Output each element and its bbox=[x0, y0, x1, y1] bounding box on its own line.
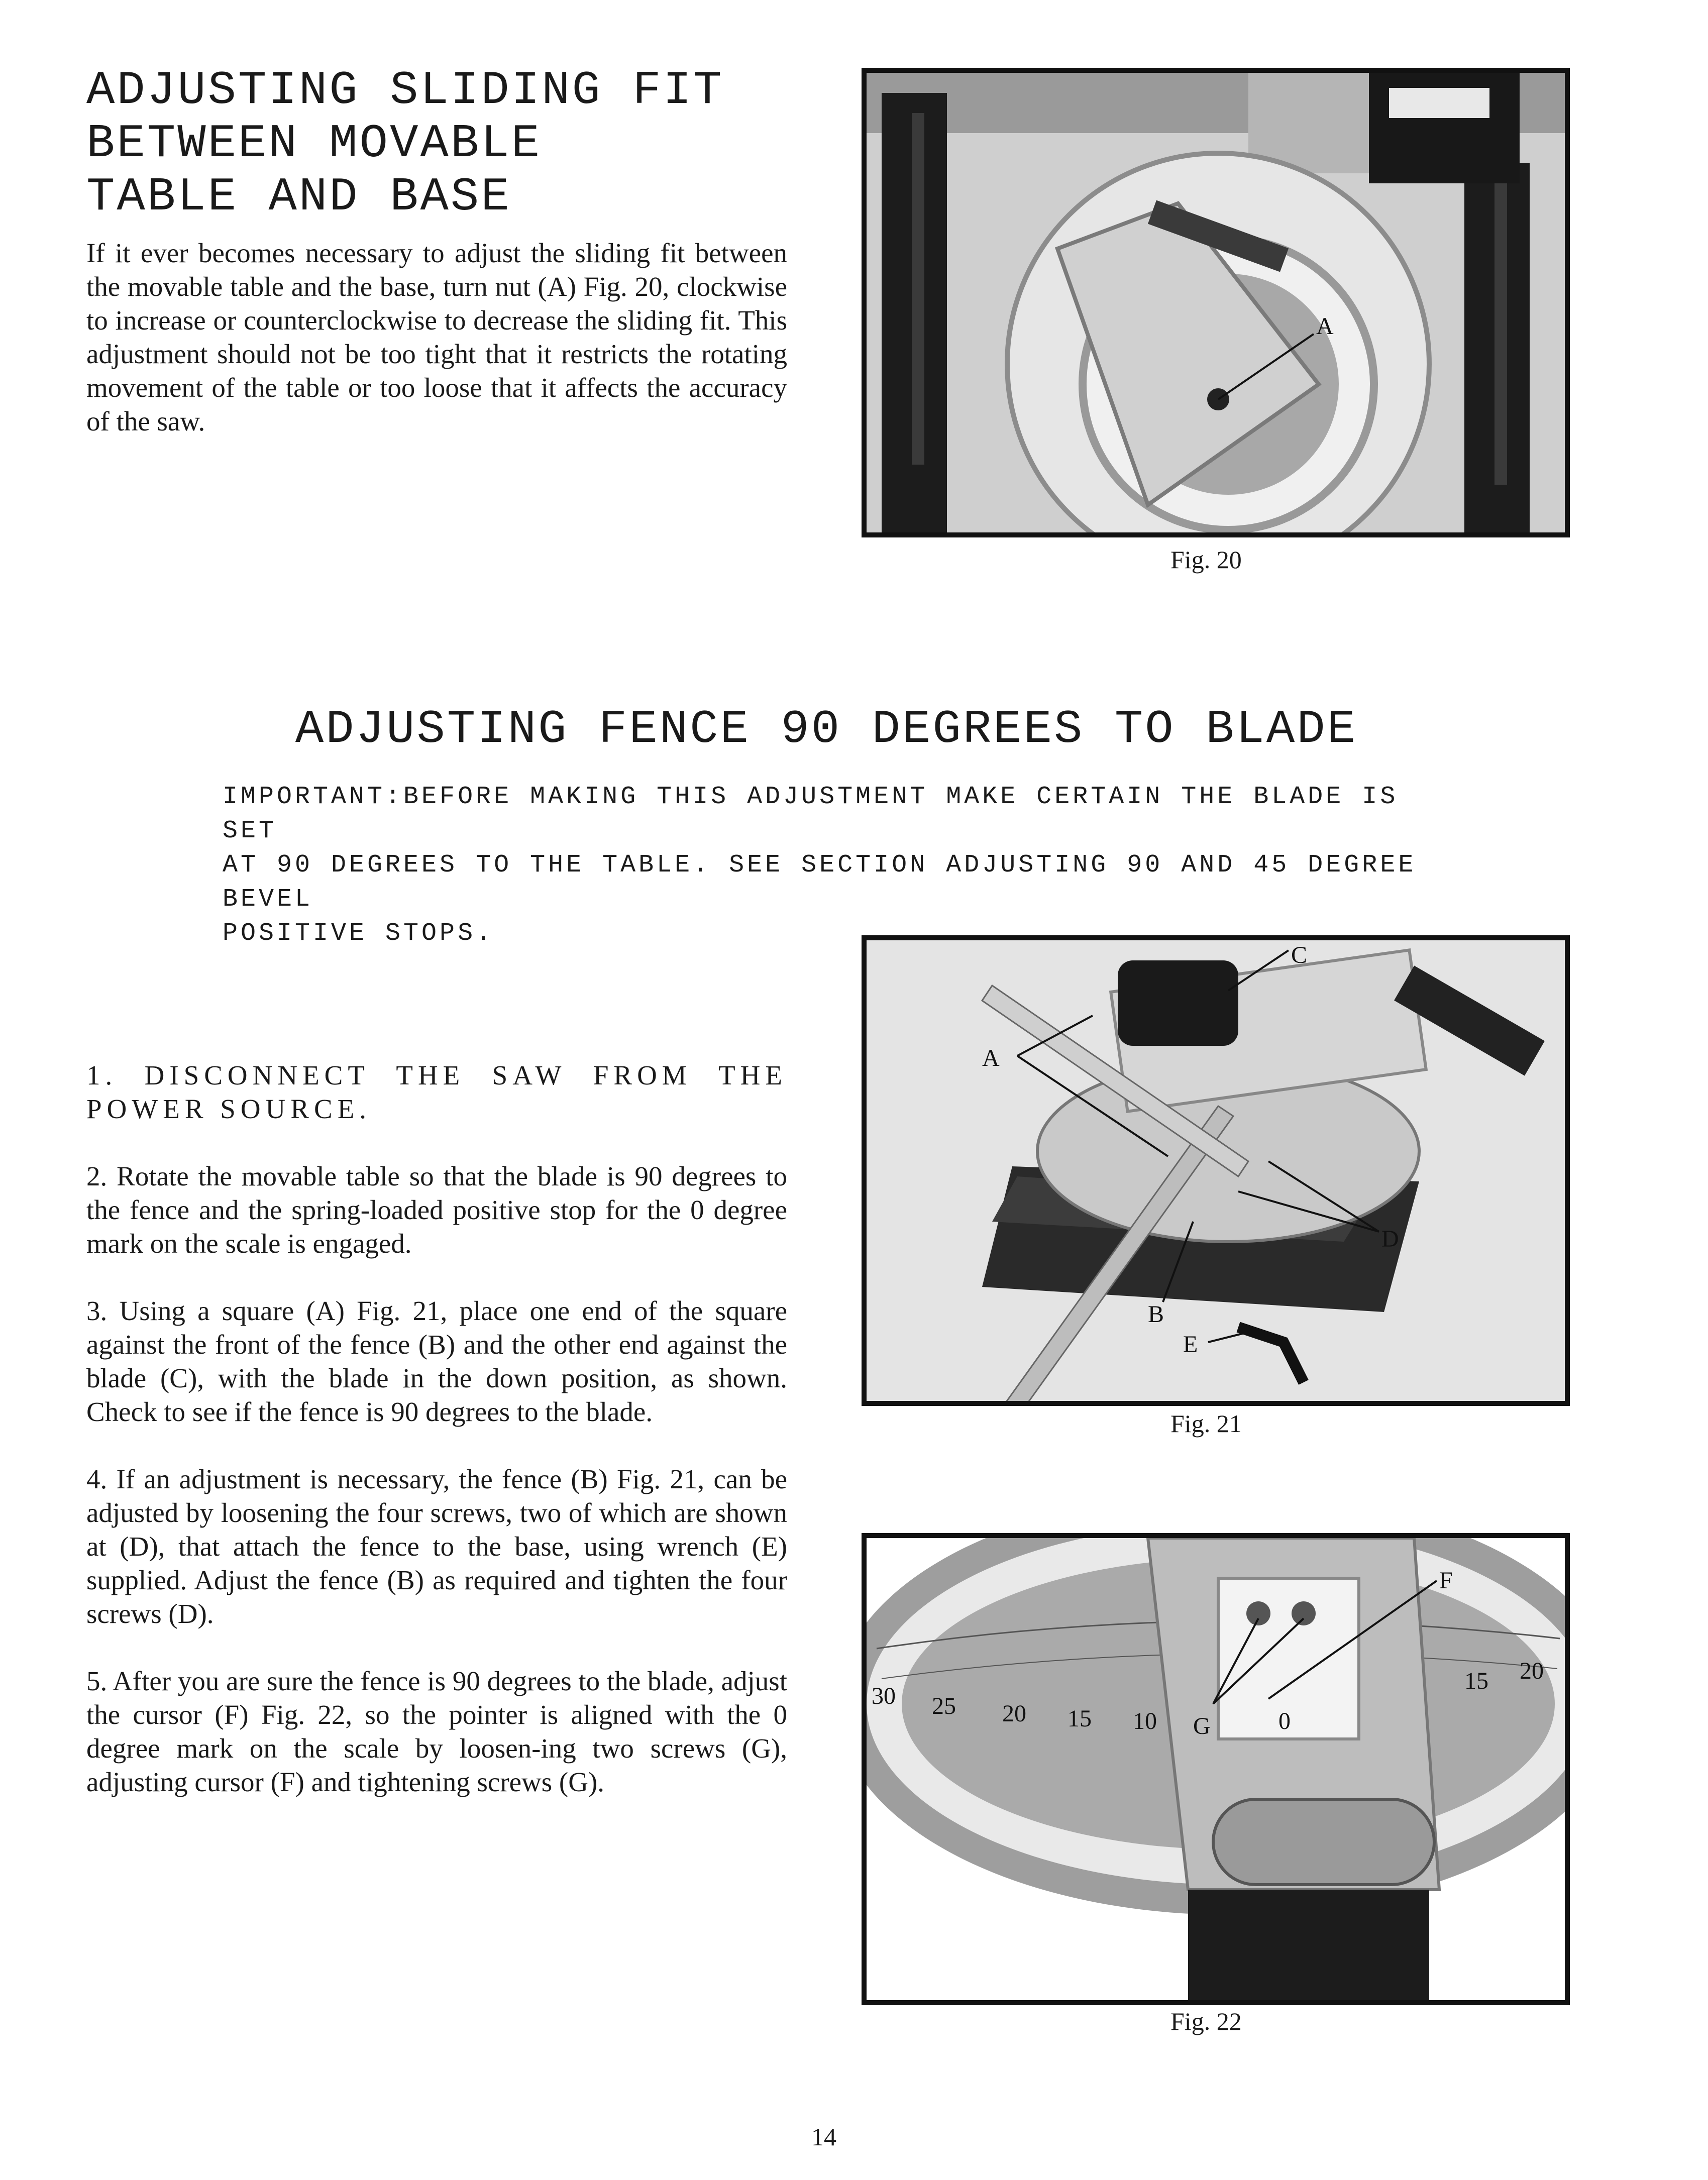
fig21-illustration bbox=[867, 940, 1565, 1401]
fig22-scale-label: 15 bbox=[1464, 1668, 1488, 1694]
fig21-callout-e: E bbox=[1183, 1331, 1198, 1358]
steps-list bbox=[86, 1058, 787, 1832]
title-line: BETWEEN MOVABLE bbox=[86, 118, 542, 171]
fig21-callout-b: B bbox=[1148, 1301, 1164, 1328]
fig22-scale-label: 10 bbox=[1133, 1708, 1157, 1734]
fig22-scale-label: 25 bbox=[932, 1693, 956, 1719]
fig20-callout-a: A bbox=[1316, 313, 1334, 340]
section-sliding-fit bbox=[86, 64, 790, 224]
fig22-scale-label: 20 bbox=[1520, 1658, 1544, 1684]
fig22-caption: Fig. 22 bbox=[1170, 2007, 1242, 2035]
step-3: 3. Using a square (A) Fig. 21, place one end of the square against the front of the fence (B) and the other end against the blade (C), with the blade in the down position, as shown. Check to see if the fence is 90 degrees to the blade. bbox=[86, 1295, 787, 1427]
fig22-photo bbox=[862, 1533, 1570, 2005]
fig20-caption: Fig. 20 bbox=[1170, 546, 1242, 574]
step-5: 5. After you are sure the fence is 90 degrees to the blade, adjust the cursor (F) Fig. 22, so the pointer is aligned with the 0 degree mark on the scale by loosen-ing two screws (G), adjusting cursor (F) and tightening screws (G). bbox=[86, 1666, 787, 1797]
fig22-callout-f: F bbox=[1439, 1567, 1453, 1594]
section-title-sliding-fit bbox=[86, 64, 790, 224]
important-line: AT 90 DEGREES TO THE TABLE. SEE SECTION ADJUSTING 90 AND 45 DEGREE BEVEL bbox=[223, 851, 1417, 914]
fig21-photo bbox=[862, 935, 1570, 1406]
title-line: TABLE AND BASE bbox=[86, 171, 511, 224]
section-title-fence: ADJUSTING FENCE 90 DEGREES TO BLADE bbox=[295, 703, 1358, 756]
fig20-photo bbox=[862, 68, 1570, 537]
step-1: 1. DISCONNECT THE SAW FROM THE POWER SOURCE. bbox=[86, 1060, 787, 1124]
title-line: ADJUSTING SLIDING FIT bbox=[86, 64, 724, 118]
fig21-caption: Fig. 21 bbox=[1170, 1409, 1242, 1438]
important-line: IMPORTANT:BEFORE MAKING THIS ADJUSTMENT MAKE CERTAIN THE BLADE IS SET bbox=[223, 783, 1399, 845]
fig22-scale-label: 30 bbox=[872, 1683, 896, 1709]
fig22-scale-label: 15 bbox=[1068, 1705, 1092, 1732]
fig21-callout-a: A bbox=[982, 1045, 1000, 1071]
fig22-scale-label: 20 bbox=[1002, 1700, 1026, 1727]
step-2: 2. Rotate the movable table so that the blade is 90 degrees to the fence and the spring-loaded positive stop for the 0 degree mark on the scale is engaged. bbox=[86, 1161, 787, 1259]
step-4: 4. If an adjustment is necessary, the fence (B) Fig. 21, can be adjusted by loosening the four screws, two of which are shown at (D), that attach the fence to the base, using wrench (E) supplied. Adjust the fence (B) as required and tighten the four screws (D). bbox=[86, 1464, 787, 1629]
important-note bbox=[223, 780, 1438, 951]
fig20-illustration bbox=[867, 73, 1565, 532]
fig22-illustration bbox=[867, 1538, 1565, 2000]
important-line: POSITIVE STOPS. bbox=[223, 919, 494, 948]
sliding-fit-paragraph: If it ever becomes necessary to adjust the sliding fit between the movable table and the base, turn nut (A) Fig. 20, clockwise to increase or counterclockwise to decrease the sliding fit. This adjustment should not be too tight that it restricts the rotating movement of the table or too loose that it affects the accuracy of the saw. bbox=[86, 238, 787, 437]
fig22-scale-label: 0 bbox=[1278, 1708, 1291, 1734]
fig21-callout-d: D bbox=[1381, 1226, 1399, 1252]
fig22-callout-g: G bbox=[1193, 1713, 1211, 1739]
page-number: 14 bbox=[811, 2123, 836, 2151]
fig21-callout-c: C bbox=[1291, 942, 1308, 968]
